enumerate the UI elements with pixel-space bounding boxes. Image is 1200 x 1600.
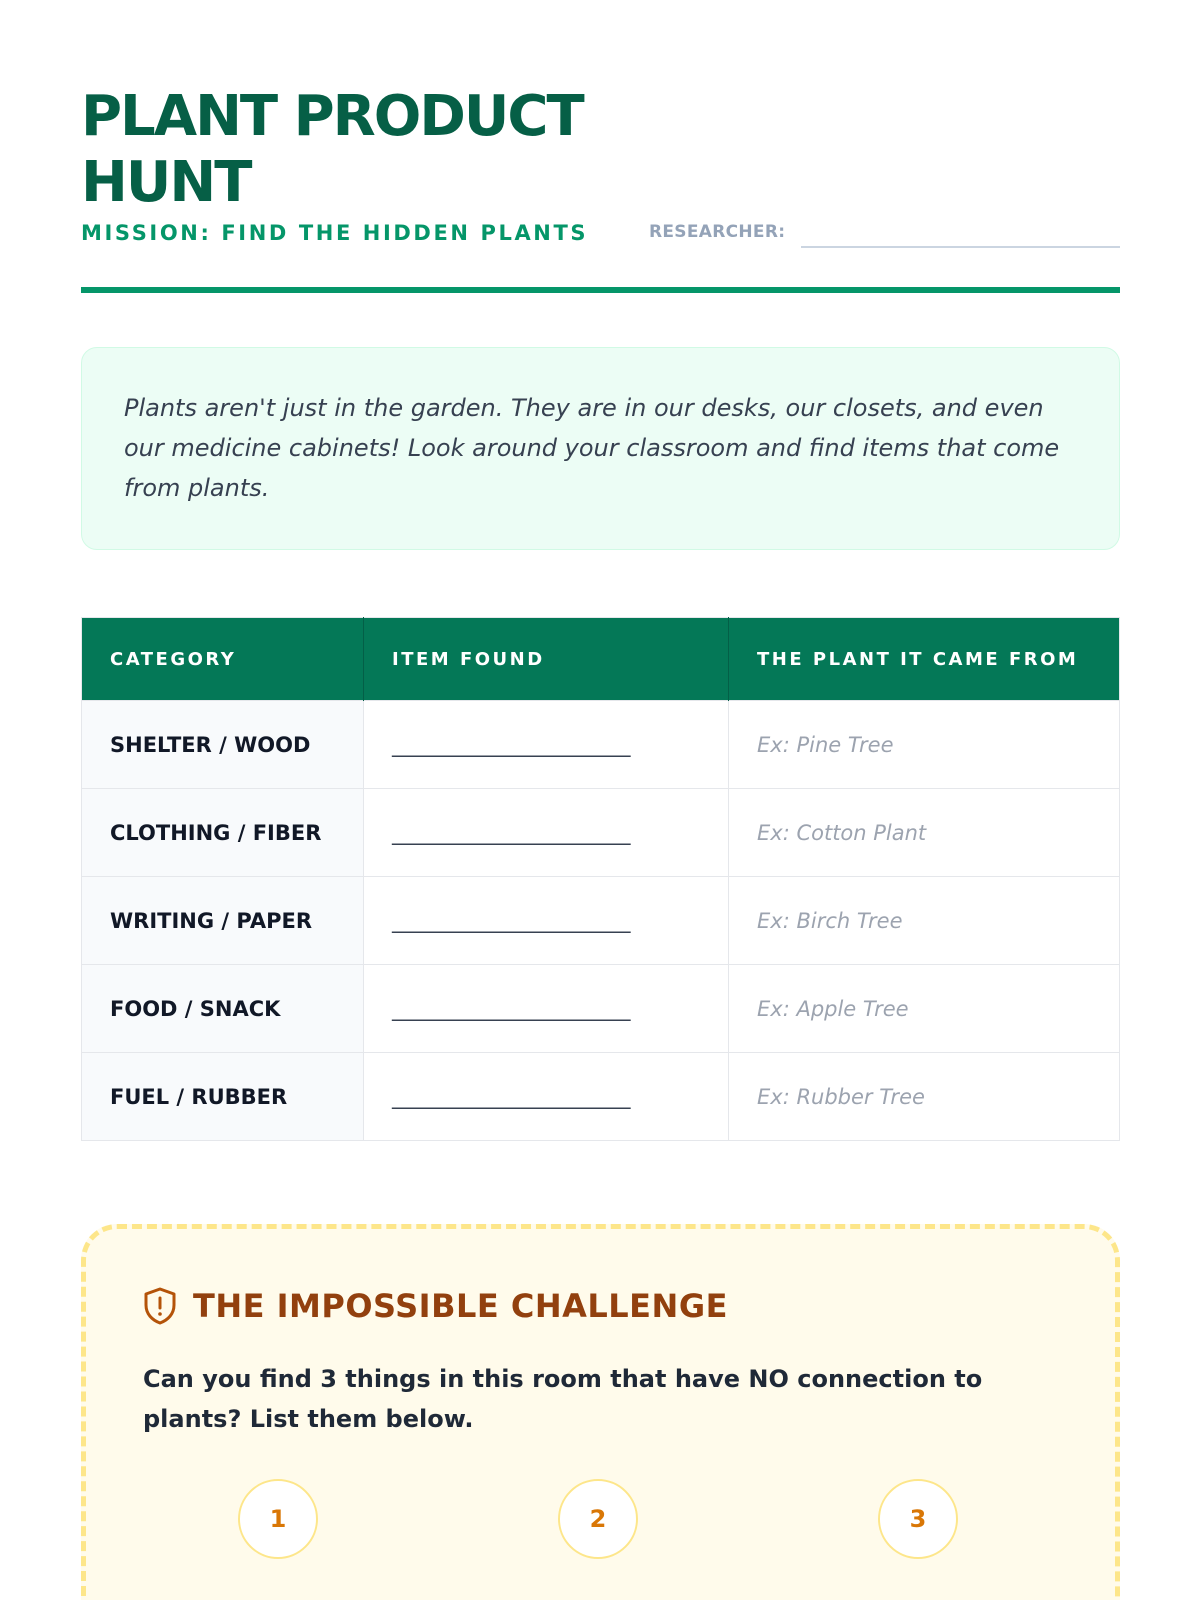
answer-number-2: 2 <box>558 1479 638 1559</box>
plant-example-cell[interactable]: Ex: Rubber Tree <box>729 1053 1120 1141</box>
table-row <box>82 701 1120 789</box>
researcher-label: RESEARCHER: <box>649 222 786 242</box>
challenge-instructions: Can you find 3 things in this room that have NO connection to plants? List them below. <box>143 1365 983 1433</box>
table-header-row <box>82 618 1120 701</box>
plant-example-cell[interactable]: Ex: Birch Tree <box>729 877 1120 965</box>
category-cell: FUEL / RUBBER <box>82 1053 364 1141</box>
challenge-box <box>81 1224 1120 1600</box>
column-header-category: CATEGORY <box>82 618 364 701</box>
answer-number-1: 1 <box>238 1479 318 1559</box>
worksheet-header <box>81 84 1120 258</box>
item-found-blank[interactable]: _________________________ <box>364 701 729 789</box>
challenge-heading <box>143 1287 728 1325</box>
column-header-item-found: ITEM FOUND <box>364 618 729 701</box>
table-row <box>82 877 1120 965</box>
item-found-blank[interactable]: _________________________ <box>364 789 729 877</box>
mission-subtitle: MISSION: FIND THE HIDDEN PLANTS <box>81 221 589 245</box>
item-found-blank[interactable]: _________________________ <box>364 965 729 1053</box>
researcher-name-field[interactable] <box>801 246 1120 248</box>
intro-box <box>81 347 1120 550</box>
item-found-blank[interactable]: _________________________ <box>364 877 729 965</box>
category-cell: CLOTHING / FIBER <box>82 789 364 877</box>
item-found-blank[interactable]: _________________________ <box>364 1053 729 1141</box>
plant-example-cell[interactable]: Ex: Apple Tree <box>729 965 1120 1053</box>
column-header-plant-source: THE PLANT IT CAME FROM <box>729 618 1120 701</box>
table-row <box>82 965 1120 1053</box>
intro-text: Plants aren't just in the garden. They are in our desks, our closets, and even our medicine cabinets! Look around your classroom and find items that come from plants. <box>124 394 1060 502</box>
plant-example-cell[interactable]: Ex: Pine Tree <box>729 701 1120 789</box>
header-divider <box>81 287 1120 293</box>
category-cell: WRITING / PAPER <box>82 877 364 965</box>
table-row <box>82 789 1120 877</box>
category-cell: SHELTER / WOOD <box>82 701 364 789</box>
table-row <box>82 1053 1120 1141</box>
category-cell: FOOD / SNACK <box>82 965 364 1053</box>
challenge-title: THE IMPOSSIBLE CHALLENGE <box>193 1287 728 1325</box>
plant-example-cell[interactable]: Ex: Cotton Plant <box>729 789 1120 877</box>
shield-alert-icon <box>143 1287 177 1325</box>
answer-number-3: 3 <box>878 1479 958 1559</box>
subtitle-row <box>81 218 1120 258</box>
page-title: PLANT PRODUCT HUNT <box>81 84 583 215</box>
plant-hunt-table <box>81 617 1120 1141</box>
